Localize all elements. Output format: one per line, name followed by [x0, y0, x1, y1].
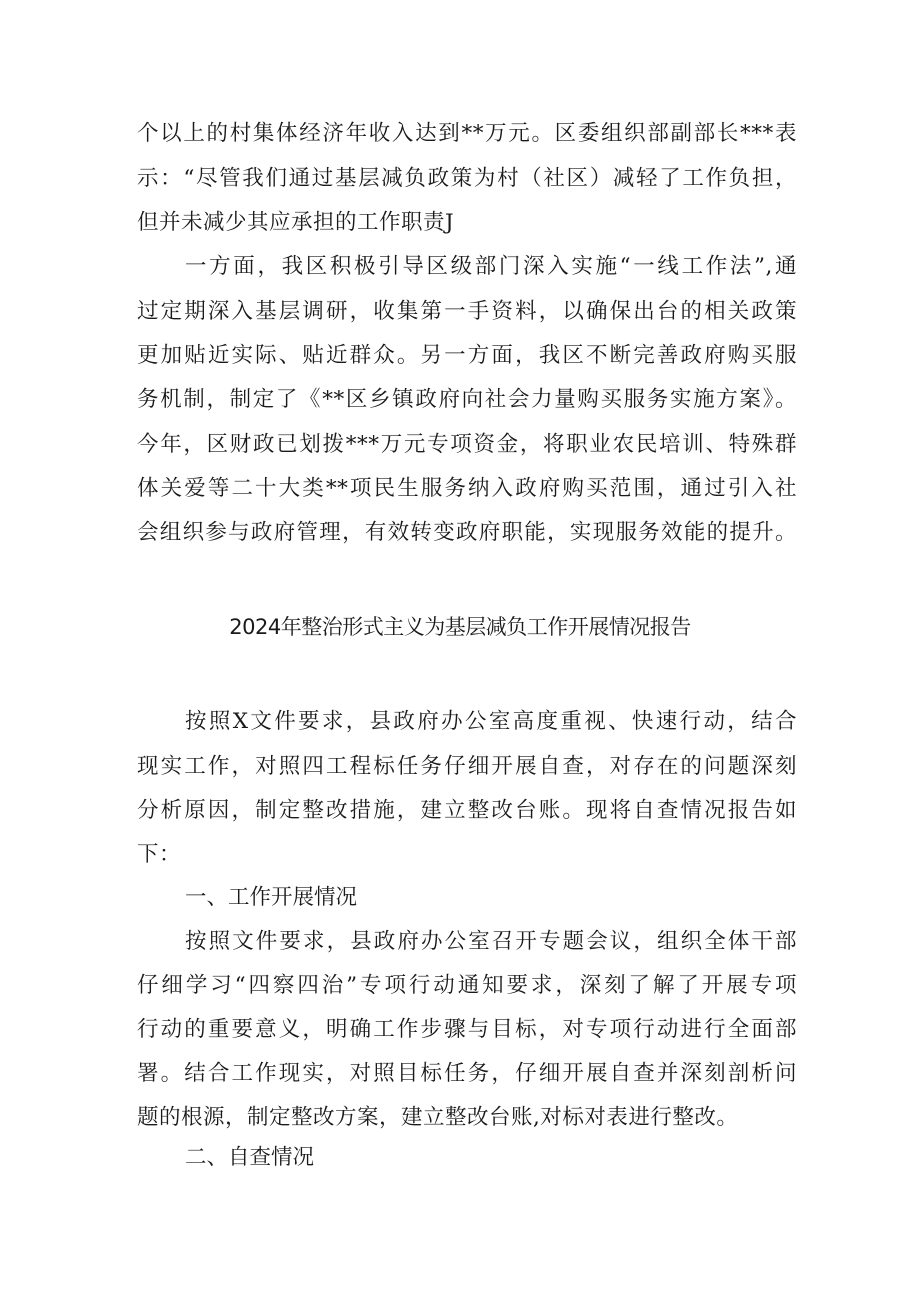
body-text-line: 题的根源，制定整改方案，建立整改台账,对标对表进行整改。: [137, 1105, 739, 1130]
body-text-line: 今年，区财政已划拨***万元专项资金，将职业农民培训、特殊群: [137, 432, 797, 457]
body-text-line: 示：“尽管我们通过基层减负政策为村（社区）减轻了工作负担，: [137, 166, 797, 191]
section-heading-2: 二、自查情况: [185, 1145, 315, 1170]
body-text-line: 分析原因，制定整改措施，建立整改台账。现将自查情况报告如: [137, 798, 797, 823]
body-text-line: 过定期深入基层调研，收集第一手资料，以确保出台的相关政策: [137, 299, 797, 324]
body-text-line: 但并未减少其应承担的工作职责J: [137, 210, 455, 235]
body-text-line: 仔细学习“四察四治”专项行动通知要求，深刻了解了开展专项: [137, 973, 797, 998]
body-text-line: 务机制，制定了《**区乡镇政府向社会力量购买服务实施方案》。: [137, 387, 797, 412]
body-text-line: 一方面，我区积极引导区级部门深入实施“一线工作法”,通: [185, 254, 797, 279]
body-text-line: 行动的重要意义，明确工作步骤与目标，对专项行动进行全面部: [137, 1017, 797, 1042]
body-text-line: 会组织参与政府管理，有效转变政府职能，实现服务效能的提升。: [137, 520, 797, 545]
body-text-line: 个以上的村集体经济年收入达到**万元。区委组织部副部长***表: [137, 121, 797, 146]
report-title: 2024年整治形式主义为基层减负工作开展情况报告: [229, 615, 691, 639]
body-text-line: 下：: [137, 842, 182, 867]
body-text-line: 署。结合工作现实，对照目标任务，仔细开展自查并深刻剖析问: [137, 1061, 797, 1086]
section-heading-1: 一、工作开展情况: [185, 885, 358, 910]
body-text-line: 按照文件要求，县政府办公室召开专题会议，组织全体干部: [185, 929, 797, 954]
body-text-line: 更加贴近实际、贴近群众。另一方面，我区不断完善政府购买服: [137, 343, 797, 368]
body-text-line: 按照X文件要求，县政府办公室高度重视、快速行动，结合: [185, 709, 797, 734]
body-text-line: 体关爱等二十大类**项民生服务纳入政府购买范围，通过引入社: [137, 476, 797, 501]
body-text-line: 现实工作，对照四工程标任务仔细开展自查，对存在的问题深刻: [137, 754, 797, 779]
